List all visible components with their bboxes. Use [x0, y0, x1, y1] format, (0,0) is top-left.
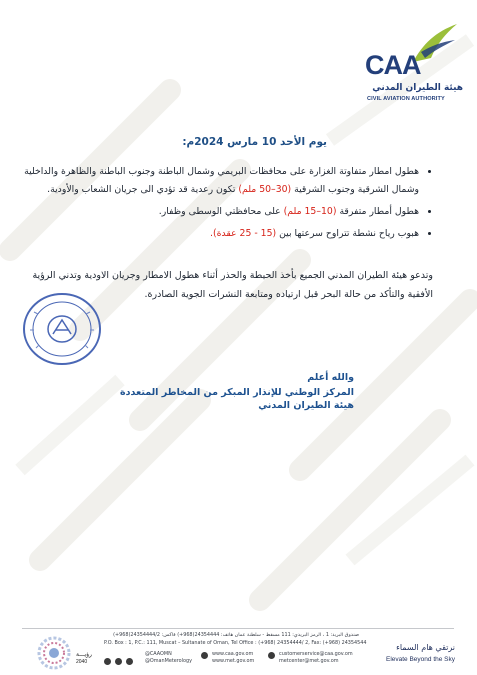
- website-link[interactable]: www.caa.gov.om: [212, 651, 254, 657]
- website-link[interactable]: www.met.gov.om: [212, 658, 255, 664]
- wind-speed: (15 - 25 عقدة).: [210, 228, 277, 239]
- footer-address-english: P.O. Box : 1, P.C.: 111, Muscat – Sultanate of Oman, Tel Office : (+968) 24354444/ 2, Fax: (+968) 24354544: [104, 640, 367, 646]
- center-name: المركز الوطني للإنذار المبكر من المخاطر المتعددة: [120, 387, 354, 398]
- forecast-item: • هطول أمطار متفرقة (10–15 ملم) على محافظتي الوسطى وظفار.: [24, 203, 419, 221]
- instagram-icon[interactable]: [126, 658, 133, 665]
- social-handle[interactable]: @OmanMeterology: [145, 658, 193, 664]
- caa-logo: [365, 22, 465, 102]
- vision-label: رؤيـــة: [76, 651, 92, 658]
- x-icon[interactable]: [115, 658, 122, 665]
- logo-arabic-name: هيئة الطيران المدني: [372, 83, 463, 93]
- forecast-item: • هطول امطار متفاوتة الغزارة على محافظات البريمي وشمال الباطنة وجنوب الباطنة والظاهرة والداخلية وشمال الشرقية وجنوب الشرقية (30–50 ملم) تكون رعدية قد تؤدي الى جريان الشعاب والأودية.: [24, 163, 419, 199]
- tagline-arabic: نرتقي هام السماء: [396, 643, 455, 652]
- email-link[interactable]: customerservice@caa.gov.om: [279, 651, 353, 657]
- forecast-item: • هبوب رياح نشطة تتراوح سرعتها بين (15 - 25 عقدة).: [24, 225, 419, 243]
- vision-year: 2040: [76, 659, 88, 665]
- globe-icon: [201, 652, 208, 659]
- rainfall-amount: (30–50 ملم): [238, 184, 292, 195]
- social-handle[interactable]: @CAAOMN: [145, 651, 172, 657]
- social-icons: [104, 651, 137, 670]
- email-link[interactable]: metcenter@met.gov.om: [279, 658, 339, 664]
- closing-line: والله أعلم: [307, 372, 354, 383]
- logo-abbreviation: CAA: [365, 50, 421, 80]
- forecast-list: [24, 163, 433, 247]
- bulletin-date: يوم الأحد 10 مارس 2024م:: [182, 136, 327, 148]
- rainfall-amount: (10–15 ملم): [283, 206, 337, 217]
- authority-name: هيئة الطيران المدني: [258, 400, 354, 411]
- email-icon: [268, 652, 275, 659]
- official-stamp-icon: [20, 290, 105, 368]
- signature-block: [54, 371, 354, 412]
- advisory-paragraph: وتدعو هيئة الطيران المدني الجميع بأخذ الحيطة والحذر أثناء هطول الامطار وجريان الاودية وتدني الرؤية الأفقية والتأكد من حالة البحر قبل ارتياده ومتابعة النشرات الجوية الصادرة.: [32, 270, 433, 300]
- tagline-english: Elevate Beyond the Sky: [385, 656, 455, 663]
- youtube-icon[interactable]: [104, 658, 111, 665]
- footer-divider: [22, 628, 454, 629]
- logo-english-name: CIVIL AVIATION AUTHORITY: [367, 96, 445, 102]
- footer-address-arabic: صندوق البريد: 1 ، الرمز البريدي: 111 مسقط - سلطنة عمان هاتف: 24354444(968+) فاكس: 24354444/2(968+): [113, 632, 359, 638]
